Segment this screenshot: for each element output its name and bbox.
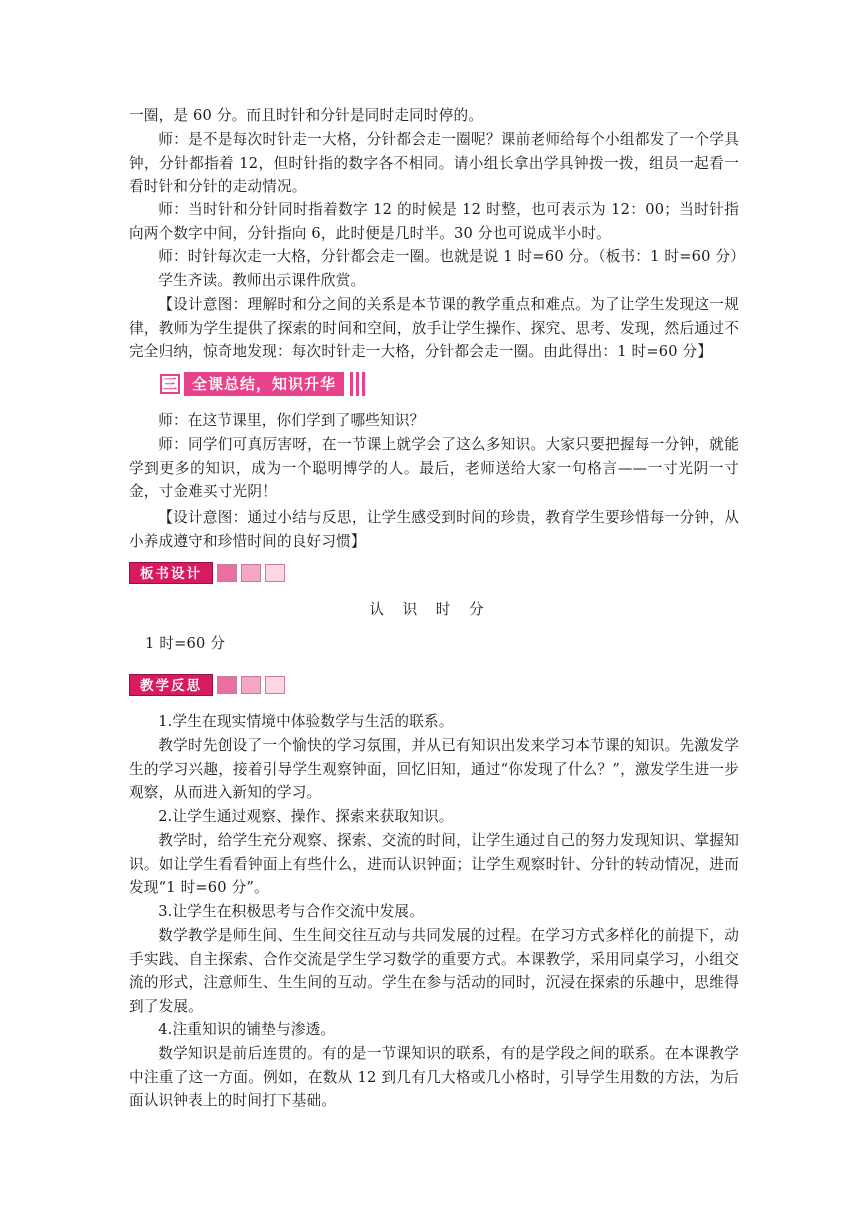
reflection-text-2: 教学时，给学生充分观察、探索、交流的时间，让学生通过自己的努力发现知识、掌握知识。如让学生看看钟面上有些什么，进而认识钟面；让学生观察时针、分针的转动情况，进而发现“1 时=60 分”。 [129,832,739,896]
paragraph-students-read: 学生齐读。教师出示课件欣赏。 [158,272,366,289]
section-number: 三 [160,374,180,394]
decor-square [217,564,237,582]
board-content: 1 时=60 分 [145,635,226,652]
reflection-point-1: 1.学生在现实情境中体验数学与生活的联系。 [158,713,454,730]
section-heading-summary [160,372,406,396]
paragraph-teacher-ask: 师：在这节课里，你们学到了哪些知识？ [158,412,425,429]
paragraph-teacher-12-oclock: 师：当时针和分针同时指着数字 12 的时候是 12 时整，也可表示为 12：00；当时针指向两个数字中间，分针指向 6，此时便是几时半。30 分也可说成半小时。 [129,201,739,242]
reflection-text-3: 数学教学是师生间、生生间交往互动与共同发展的过程。在学习方式多样化的前提下，动手实践、自主探索、合作交流是学生学习数学的重要方式。本课教学，采用同桌学习，小组交流的形式，注意师生、生生间的互动。学生在参与活动的同时，沉浸在探索的乐趣中，思维得到了发展。 [129,927,739,1015]
reflection-point-3: 3.让学生在积极思考与合作交流中发展。 [158,903,425,920]
paragraph-teacher-praise: 师：同学们可真厉害呀，在一节课上就学会了这么多知识。大家只要把握每一分钟，就能学到更多的知识，成为一个聪明博学的人。最后，老师送给大家一句格言——一寸光阴一寸金，寸金难买寸光阴！ [129,436,739,500]
design-intent-1: 【设计意图：理解时和分之间的关系是本节课的教学重点和难点。为了让学生发现这一规律，教师为学生提供了探索的时间和空间，放手让学生操作、探究、思考、发现，然后通过不完全归纳，惊奇地发现：每次时针走一大格，分针都会走一圈。由此得出：1 时=60 分】 [129,296,739,360]
reflection-point-2: 2.让学生通过观察、操作、探索来获取知识。 [158,808,454,825]
reflection-text-1: 教学时先创设了一个愉快的学习氛围，并从已有知识出发来学习本节课的知识。先激发学生的学习兴趣，接着引导学生观察钟面，回忆旧知，通过“你发现了什么？”，激发学生进一步观察，从而进入新知的学习。 [129,737,739,801]
board-design-tag [129,562,285,584]
board-title: 认 识 时 分 [369,601,491,618]
paragraph-continued: 一圈，是 60 分。而且时针和分针是同时走同时停的。 [129,107,484,124]
reflection-point-4: 4.注重知识的铺垫与渗透。 [158,1021,336,1038]
decor-square [265,564,285,582]
paragraph-teacher-question: 师：是不是每次时针走一大格，分针都会走一圈呢？课前老师给每个小组都发了一个学具钟，分针都指着 12，但时针指的数字各不相同。请小组长拿出学具钟拨一拨，组员一起看一看时针和分针的走动情况。 [129,131,739,195]
decor-square [241,676,261,694]
section-title: 全课总结，知识升华 [184,372,344,396]
reflection-tag [129,674,285,696]
board-design-label: 板书设计 [129,562,213,584]
reflection-label: 教学反思 [129,674,213,696]
decor-square [241,564,261,582]
reflection-text-4: 数学知识是前后连贯的。有的是一节课知识的联系，有的是学段之间的联系。在本课教学中注重了这一方面。例如，在数从 12 到几有几大格或几小格时，引导学生用数的方法，为后面认识钟表上的时间打下基础。 [129,1045,739,1109]
decorative-stripes [347,372,365,396]
decor-square [217,676,237,694]
design-intent-2: 【设计意图：通过小结与反思，让学生感受到时间的珍贵，教育学生要珍惜每一分钟，从小养成遵守和珍惜时间的良好习惯】 [129,509,739,550]
decor-square [265,676,285,694]
paragraph-teacher-summary: 师：时针每次走一大格，分针都会走一圈。也就是说 1 时=60 分。（板书：1 时=60 分） [158,248,746,265]
